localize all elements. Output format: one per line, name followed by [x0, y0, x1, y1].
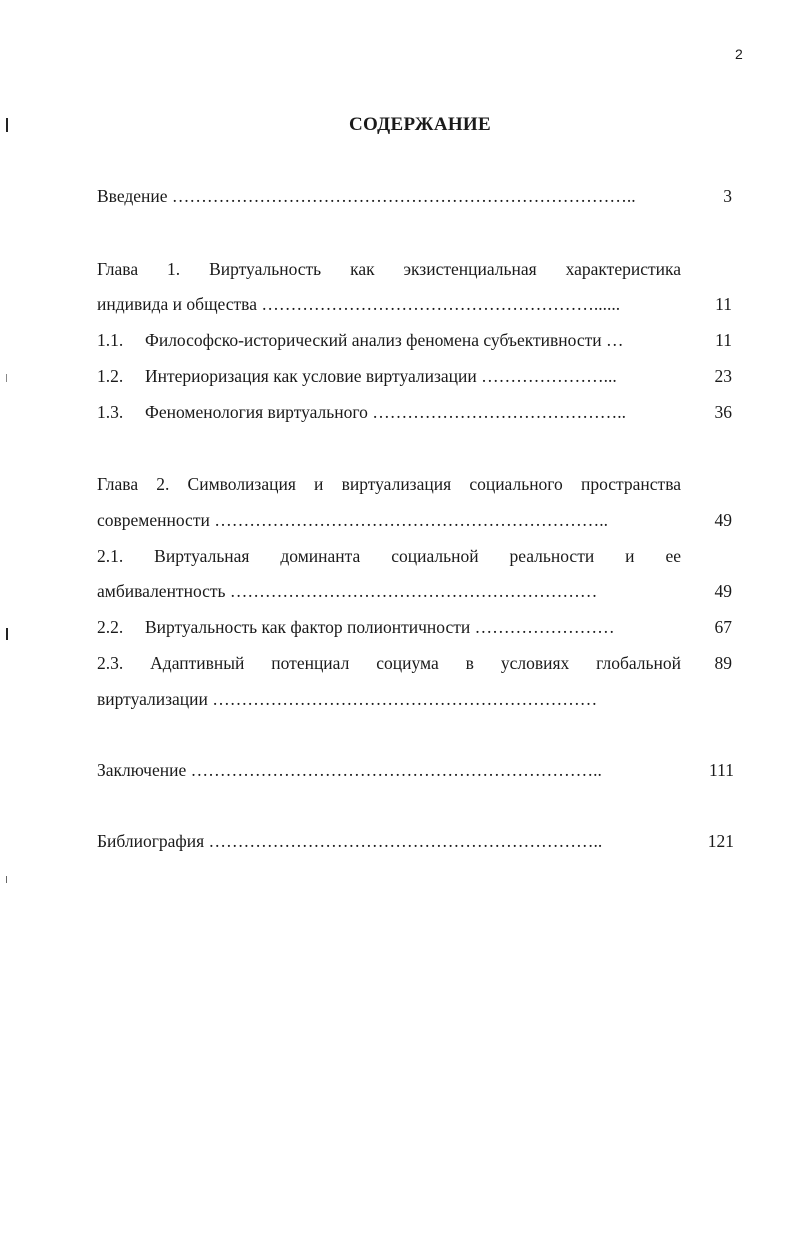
toc-page-number: 49 — [714, 581, 732, 601]
word: социальной — [391, 546, 479, 566]
toc-chapter-1-heading — [97, 259, 681, 280]
toc-section-2-1-heading — [97, 546, 681, 567]
toc-section-2-2 — [97, 617, 677, 638]
toc-entry-text: индивида и общества …………………………………………………...... — [97, 294, 621, 314]
toc-entry-text: виртуализации ………………………………………………………… — [97, 689, 598, 709]
scan-mark — [6, 374, 7, 382]
page-number: 2 — [735, 46, 743, 62]
word: Виртуальность — [209, 259, 322, 279]
toc-page-number: 36 — [714, 402, 732, 422]
toc-section-1-2 — [97, 366, 677, 387]
word: реальности — [509, 546, 595, 566]
scan-mark — [6, 876, 7, 883]
toc-entry-text: Феноменология виртуального …………………………………….. — [145, 402, 627, 422]
toc-page-number: 89 — [714, 653, 732, 673]
toc-chapter-2-heading — [97, 474, 681, 495]
word: 2.3. — [97, 653, 124, 673]
word: пространства — [580, 474, 681, 494]
word: Символизация — [187, 474, 296, 494]
toc-page-number: 121 — [707, 831, 734, 851]
section-number: 1.2. — [97, 366, 124, 386]
word: 2.1. — [97, 546, 124, 566]
toc-section-1-1 — [97, 330, 677, 351]
word: условиях — [500, 653, 570, 673]
toc-entry-text: Интериоризация как условие виртуализации …………………... — [145, 366, 617, 386]
scan-mark — [6, 118, 8, 132]
toc-entry-text: Философско-исторический анализ феномена субъективности … — [145, 330, 624, 350]
word: и — [314, 474, 324, 494]
word: экзистенциальная — [403, 259, 537, 279]
word: ее — [665, 546, 681, 566]
word: 1. — [167, 259, 181, 279]
word: Глава — [97, 474, 139, 494]
toc-page-number: 49 — [714, 510, 732, 530]
word: Адаптивный — [150, 653, 245, 673]
word: характеристика — [565, 259, 681, 279]
word: доминанта — [280, 546, 361, 566]
toc-page-number: 111 — [709, 760, 734, 780]
toc-entry-text: Библиография ………………………………………………………….. — [97, 831, 603, 851]
word: социального — [469, 474, 563, 494]
toc-entry-text: Виртуальность как фактор полионтичности …………………… — [145, 617, 615, 637]
word: социума — [376, 653, 439, 673]
word: Виртуальная — [154, 546, 250, 566]
toc-section-2-3-heading — [97, 653, 681, 674]
word: глобальной — [596, 653, 681, 673]
toc-entry-text: Введение …………………………………………………………………….. — [97, 186, 636, 206]
word: и — [625, 546, 635, 566]
word: 2. — [156, 474, 170, 494]
toc-entry-text: амбивалентность ……………………………………………………… — [97, 581, 598, 601]
toc-entry-conclusion — [97, 760, 677, 781]
toc-page-number: 67 — [714, 617, 732, 637]
toc-section-1-3 — [97, 402, 677, 423]
toc-entry-bibliography — [97, 831, 677, 852]
section-number: 1.1. — [97, 330, 124, 350]
toc-entry-text: современности ………………………………………………………….. — [97, 510, 608, 530]
word: в — [465, 653, 474, 673]
toc-chapter-1-continuation — [97, 294, 677, 315]
toc-entry-introduction — [97, 186, 677, 207]
page-title: СОДЕРЖАНИЕ — [349, 114, 491, 135]
toc-page-number: 23 — [714, 366, 732, 386]
toc-page-number: 3 — [723, 186, 732, 206]
toc-section-2-3-continuation — [97, 689, 677, 710]
toc-page-number: 11 — [715, 330, 732, 350]
scan-mark — [6, 628, 8, 640]
toc-section-2-1-continuation — [97, 581, 677, 602]
toc-page-number: 11 — [715, 294, 732, 314]
word: виртуализация — [341, 474, 452, 494]
word: Глава — [97, 259, 139, 279]
word: как — [350, 259, 375, 279]
toc-chapter-2-continuation — [97, 510, 677, 531]
section-number: 1.3. — [97, 402, 124, 422]
word: потенциал — [271, 653, 350, 673]
section-number: 2.2. — [97, 617, 124, 637]
toc-entry-text: Заключение …………………………………………………………….. — [97, 760, 602, 780]
